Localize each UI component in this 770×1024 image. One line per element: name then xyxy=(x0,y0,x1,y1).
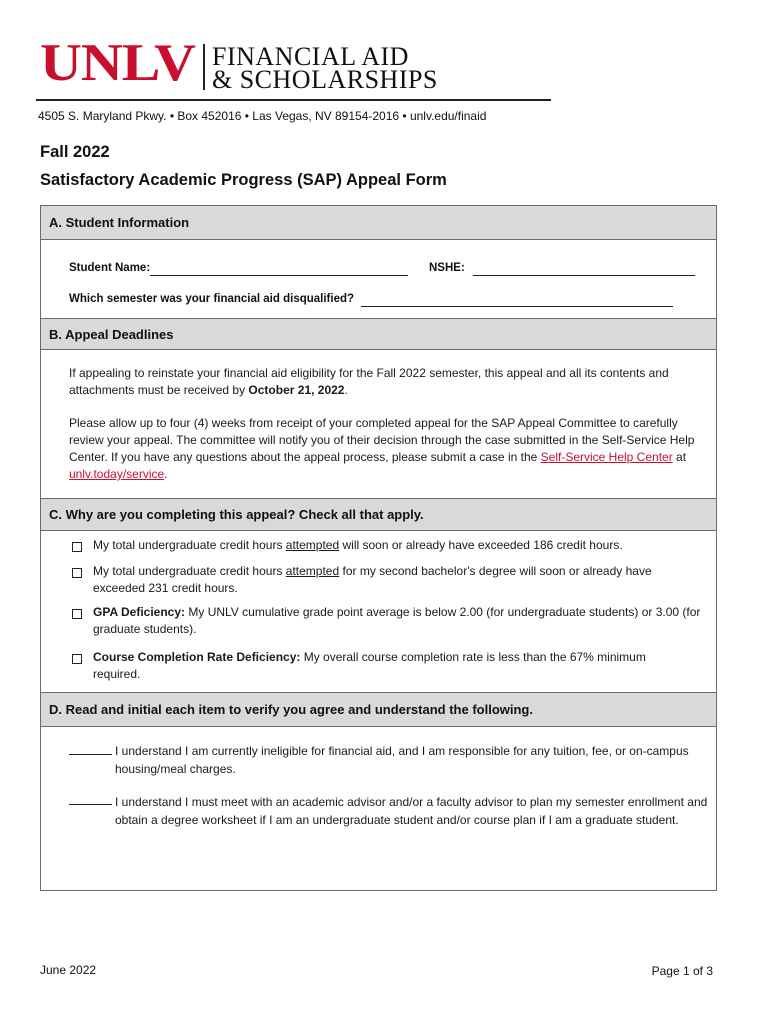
header-rule xyxy=(36,99,551,101)
nshe-row xyxy=(429,258,699,276)
review-mid: at xyxy=(672,450,687,464)
student-name-label: Student Name: xyxy=(69,262,151,274)
completion-label: Course Completion Rate Deficiency: xyxy=(93,650,301,664)
item1-post: will soon or already have exceeded 186 credit hours. xyxy=(339,538,623,552)
page-number: Page 1 of 3 xyxy=(651,964,713,978)
item2-post: for my second bachelor's degree will soon or already have exceeded 231 credit hours. xyxy=(93,564,652,595)
deadline-end: . xyxy=(344,383,348,397)
footer-date: June 2022 xyxy=(40,963,97,977)
student-name-row xyxy=(69,258,419,276)
deadline-paragraph xyxy=(69,365,705,399)
reason-credit-186 xyxy=(93,537,703,554)
checkbox-completion-rate[interactable] xyxy=(72,654,82,664)
address: 4505 S. Maryland Pkwy. • Box 452016 • Las Vegas, NV 89154-2016 • unlv.edu/finaid xyxy=(38,109,487,123)
item1-pre: My total undergraduate credit hours xyxy=(93,538,286,552)
item2-pre: My total undergraduate credit hours xyxy=(93,564,286,578)
section-d-heading: D. Read and initial each item to verify you agree and understand the following. xyxy=(41,692,716,727)
self-service-help-center-link[interactable]: Self-Service Help Center xyxy=(540,450,673,464)
org-name-line1: FINANCIAL AID xyxy=(212,42,409,71)
nshe-label: NSHE: xyxy=(429,262,465,274)
semester-row xyxy=(69,289,709,307)
deadline-date: October 21, 2022 xyxy=(248,383,345,397)
initial-line-1[interactable] xyxy=(69,754,112,755)
reason-completion-rate xyxy=(93,649,683,683)
deadline-text: If appealing to reinstate your financial aid eligibility for the Fall 2022 semester, this appeal and all its contents and attachments must be received by xyxy=(69,366,669,397)
acknowledgement-2: I understand I must meet with an academic advisor and/or a faculty advisor to plan my semester enrollment and obtain a degree worksheet if I am an undergraduate student and/or course plan if I am a graduate student. xyxy=(115,795,708,827)
form-box xyxy=(40,205,717,891)
initial-line-2[interactable] xyxy=(69,804,112,805)
review-end: . xyxy=(164,467,168,481)
review-paragraph xyxy=(69,415,709,483)
form-title: Satisfactory Academic Progress (SAP) Appeal Form xyxy=(40,171,447,189)
nshe-field[interactable] xyxy=(473,263,695,276)
item2-underlined: attempted xyxy=(285,564,340,578)
gpa-label: GPA Deficiency: xyxy=(93,605,186,619)
acknowledgement-1: I understand I am currently ineligible for financial aid, and I am responsible for any tuition, fee, or on-campus housing/meal charges. xyxy=(115,744,689,776)
semester-label: Which semester was your financial aid disqualified? xyxy=(69,293,355,305)
section-a-heading: A. Student Information xyxy=(41,206,716,240)
student-name-field[interactable] xyxy=(150,263,408,276)
unlv-logo: UNLV xyxy=(40,32,196,93)
gpa-text: My UNLV cumulative grade point average is below 2.00 (for undergraduate students) or 3.00 (for graduate students). xyxy=(93,605,701,636)
checkbox-credit-231[interactable] xyxy=(72,568,82,578)
org-name-line2: & SCHOLARSHIPS xyxy=(212,65,438,94)
reason-credit-231 xyxy=(93,563,703,597)
section-b-heading: B. Appeal Deadlines xyxy=(41,318,716,350)
term-heading: Fall 2022 xyxy=(40,143,110,161)
completion-text: My overall course completion rate is less than the 67% minimum required. xyxy=(93,650,646,681)
review-text: Please allow up to four (4) weeks from receipt of your completed appeal for the SAP Appeal Committee to carefully review your appeal. The committee will notify you of their decision through the case submitted in the Self-Service Help Center. If you have any questions about the appeal process, please submit a case in the xyxy=(69,416,695,464)
section-c-heading: C. Why are you completing this appeal? Check all that apply. xyxy=(41,498,716,531)
service-url-link[interactable]: unlv.today/service xyxy=(69,467,165,481)
checkbox-gpa-deficiency[interactable] xyxy=(72,609,82,619)
semester-field[interactable] xyxy=(361,294,673,307)
item1-underlined: attempted xyxy=(285,538,340,552)
logo-divider xyxy=(203,44,205,90)
reason-gpa-deficiency xyxy=(93,604,713,638)
checkbox-credit-186[interactable] xyxy=(72,542,82,552)
